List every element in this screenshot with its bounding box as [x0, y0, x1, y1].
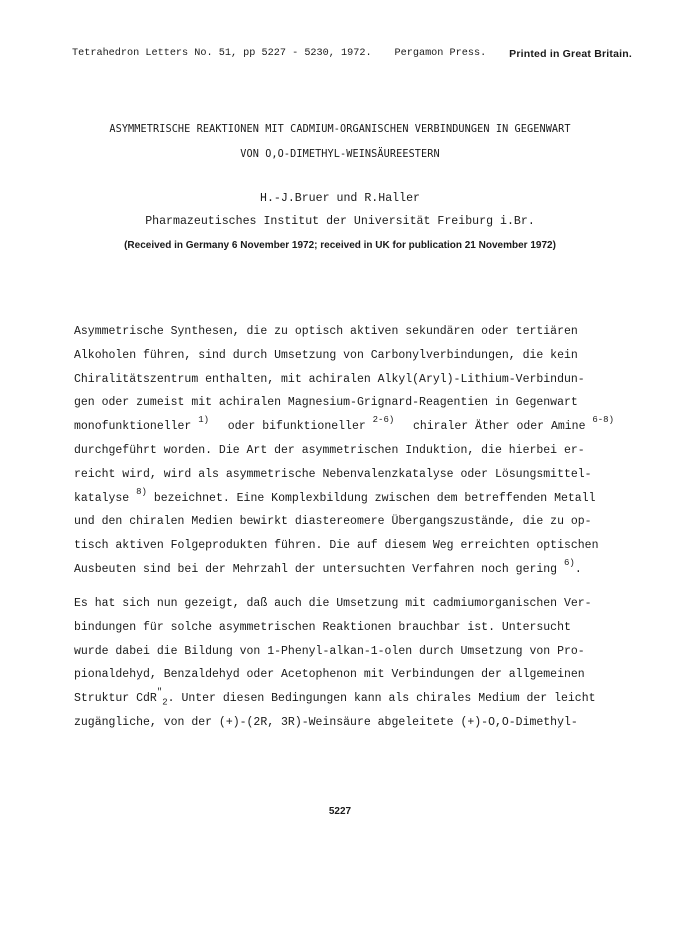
- reference-marker: 8): [136, 486, 147, 497]
- journal-citation: Tetrahedron Letters No. 51, pp 5227 - 5230, 1972.: [72, 48, 372, 59]
- text-line: katalyse $^{8)}$ bezeichnet. Eine Komplexbildung zwischen dem betreffenden Metall: [74, 486, 596, 505]
- received-dates: (Received in Germany 6 November 1972; received in UK for publication 21 November 1972): [124, 240, 556, 251]
- text-line: Es hat sich nun gezeigt, daß auch die Umsetzung mit cadmiumorganischen Ver-: [74, 597, 592, 610]
- formula-subscript: 2: [162, 697, 168, 708]
- paragraph-1: [74, 320, 614, 582]
- text-line: Asymmetrische Synthesen, die zu optisch aktiven sekundären oder tertiären: [74, 325, 578, 338]
- journal-header: [72, 48, 632, 60]
- text-line: bindungen für solche asymmetrischen Reaktionen brauchbar ist. Untersucht: [74, 620, 571, 634]
- text-line: gen oder zumeist mit achiralen Magnesium-Grignard-Reagentien in Gegenwart: [74, 396, 578, 410]
- text-line: pionaldehyd, Benzaldehyd oder Acetophenon mit Verbindungen der allgemeinen: [74, 668, 585, 682]
- reference-marker: 2-6): [372, 415, 395, 426]
- text-line: und den chiralen Medien bewirkt diastereomere Übergangszustände, die zu op-: [74, 515, 592, 529]
- article-title-line-1: ASYMMETRISCHE REAKTIONEN MIT CADMIUM-ORGANISCHEN VERBINDUNGEN IN GEGENWART: [109, 124, 571, 135]
- text-line: wurde dabei die Bildung von 1-Phenyl-alkan-1-olen durch Umsetzung von Pro-: [74, 644, 585, 658]
- publisher-name: Pergamon Press.: [394, 48, 487, 59]
- text-line: Chiralitätszentrum enthalten, mit achiralen Alkyl(Aryl)-Lithium-Verbindun-: [74, 372, 585, 386]
- text-line: reicht wird, wird als asymmetrische Nebenvalenzkatalyse oder Lösungsmittel-: [74, 467, 592, 481]
- paragraph-2: [74, 592, 614, 735]
- text-line: durchgeführt worden. Die Art der asymmetrischen Induktion, die hierbei er-: [74, 443, 585, 457]
- text-line: monofunktioneller $^{1)}$ oder bifunktioneller $^{2-6)}$ chiraler Äther oder Amine $^{6-8)}$: [74, 415, 614, 434]
- affiliation: Pharmazeutisches Institut der Universität Freiburg i.Br.: [145, 215, 535, 228]
- text-line: tisch aktiven Folgeprodukten führen. Die auf diesem Weg erreichten optischen: [74, 539, 599, 553]
- printed-in: Printed in Great Britain.: [509, 48, 632, 60]
- text-line: zugängliche, von der (+)-(2R, 3R)-Weinsäure abgeleitete (+)-O,O-Dimethyl-: [74, 715, 578, 729]
- article-title-line-2: VON O,O-DIMETHYL-WEINSÄUREESTERN: [240, 149, 440, 160]
- reference-marker: 6-8): [592, 415, 614, 426]
- reference-marker: 6): [564, 558, 575, 569]
- text-line: Ausbeuten sind bei der Mehrzahl der untersuchten Verfahren noch gering $^{6)}$.: [74, 558, 582, 576]
- formula-double-prime: ": [156, 687, 163, 698]
- authors: H.-J.Bruer und R.Haller: [259, 192, 421, 205]
- reference-marker: 1): [198, 415, 210, 426]
- page-number: 5227: [328, 806, 352, 817]
- text-line: Struktur CdR"$_2$. Unter diesen Bedingungen kann als chirales Medium der leicht: [74, 687, 596, 708]
- text-line: Alkoholen führen, sind durch Umsetzung von Carbonylverbindungen, die kein: [74, 348, 578, 362]
